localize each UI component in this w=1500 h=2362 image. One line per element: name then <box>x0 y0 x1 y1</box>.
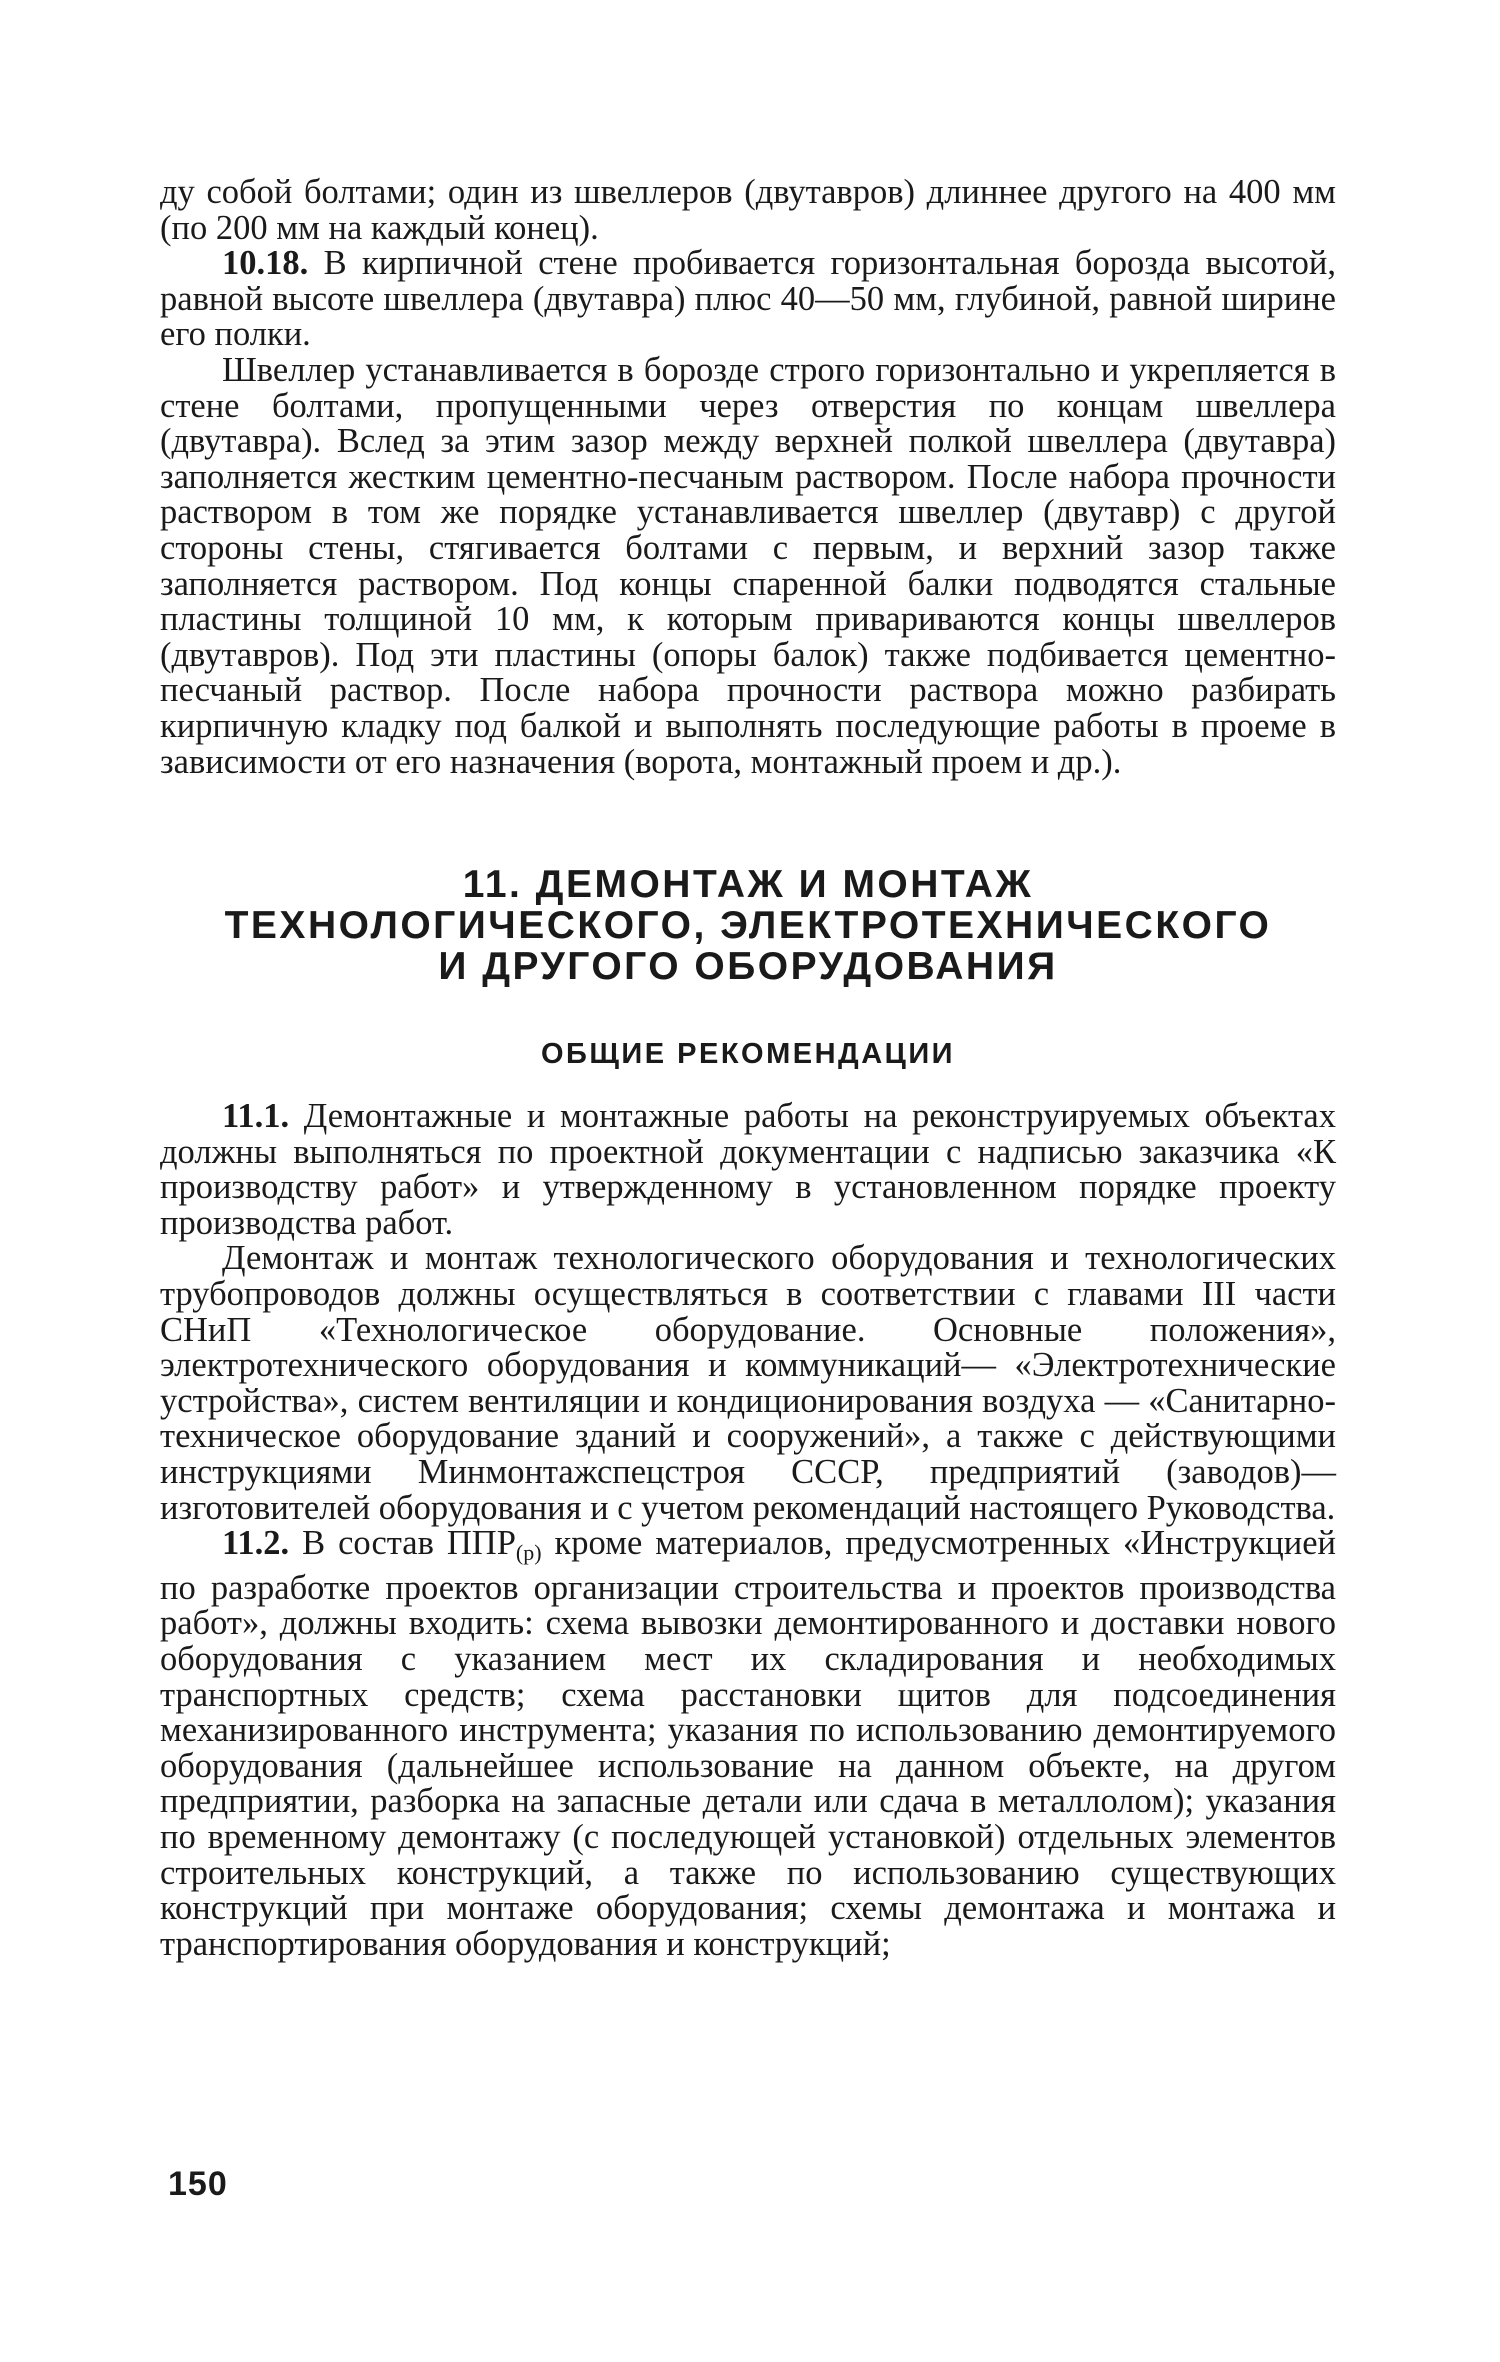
paragraph-text: кроме материалов, предусмотренных «Инструкцией по разработке проектов организации строительства и проектов производства работ», должны входить: схема вывозки демонтированного и доставки нового оборудования с указанием мест их складирования и необходимых транспортных средств; схема расстановки щитов для подсоединения механизированного инструмента; указания по использованию демонтируемого оборудования (дальнейшее использование на данном объекте, на другом предприятии, разборка на запасные детали или сдача в металлолом); указания по временному демонтажу (с последующей установкой) отдельных элементов строительных конструкций, а также по использованию существующих конструкций при монтаже оборудования; схемы демонтажа и монтажа и транспортирования оборудования и конструкций; <box>160 1524 1336 1963</box>
paragraph-continuation <box>160 175 1336 246</box>
paragraph-number: 11.2. <box>222 1524 290 1563</box>
paragraph-text: Демонтаж и монтаж технологического оборудования и технологических трубопроводов должны осуществляться в соответствии с главами III части СНиП «Технологическое оборудование. Основные положения», электротехнического оборудования и коммуникаций— «Электротехнические устройства», систем вентиляции и кондиционирования воздуха — «Санитарно-техническое оборудование зданий и сооружений», а также с действующими инструкциями Минмонтажспецстроя СССР, предприятий (заводов)—изготовителей оборудования и с учетом рекомендаций настоящего Руководства. <box>160 1239 1336 1527</box>
chapter-title <box>160 864 1336 987</box>
paragraph-text: Швеллер устанавливается в борозде строго горизонтально и укрепляется в стене болтами, пропущенными через отверстия по концам швеллера (двутавра). Вслед за этим зазор между верхней полкой швеллера (двутавра) заполняется жестким цементно-песчаным раствором. После набора прочности раствором в том же порядке устанавливается швеллер (двутавр) с другой стороны стены, стягивается болтами с первым, и верхний зазор также заполняется раствором. Под концы спаренной балки подводятся стальные пластины толщиной 10 мм, к которым привариваются концы швеллеров (двутавров). Под эти пластины (опоры балок) также подбивается цементно-песчаный раствор. После набора прочности раствора можно разбирать кирпичную кладку под балкой и выполнять последующие работы в проеме в зависимости от его назначения (ворота, монтажный проем и др.). <box>160 350 1336 781</box>
page-number: 150 <box>168 2165 228 2203</box>
paragraph-text: Демонтажные и монтажные работы на реконструируемых объектах должны выполняться по проектной документации с надписью заказчика «К производству работ» и утвержденному в установленном порядке проекту производства работ. <box>160 1097 1336 1242</box>
paragraph-snip-references <box>160 1241 1336 1526</box>
chapter-title-line-3: И ДРУГОГО ОБОРУДОВАНИЯ <box>438 945 1058 989</box>
subscript: (р) <box>515 1540 542 1566</box>
page-body <box>160 175 1336 1962</box>
chapter-title-line-2: ТЕХНОЛОГИЧЕСКОГО, ЭЛЕКТРОТЕХНИЧЕСКОГО <box>224 904 1272 948</box>
paragraph-number: 11.1. <box>222 1097 290 1136</box>
section-title: ОБЩИЕ РЕКОМЕНДАЦИИ <box>540 1038 956 1071</box>
paragraph-11-2 <box>160 1526 1336 1962</box>
paragraph-number: 10.18. <box>222 244 309 283</box>
chapter-title-line-1: 11. ДЕМОНТАЖ И МОНТАЖ <box>462 863 1034 907</box>
paragraph-11-1 <box>160 1099 1336 1241</box>
paragraph-text: ду собой болтами; один из швеллеров (двутавров) длиннее другого на 400 мм (по 200 мм на каждый конец). <box>160 173 1336 247</box>
paragraph-text: В кирпичной стене пробивается горизонтальная борозда высотой, равной высоте швеллера (двутавра) плюс 40—50 мм, глубиной, равной ширине его полки. <box>160 244 1336 354</box>
paragraph-10-18 <box>160 246 1336 353</box>
paragraph-text: В состав ППР <box>289 1524 516 1563</box>
paragraph-channel-install <box>160 350 1336 781</box>
